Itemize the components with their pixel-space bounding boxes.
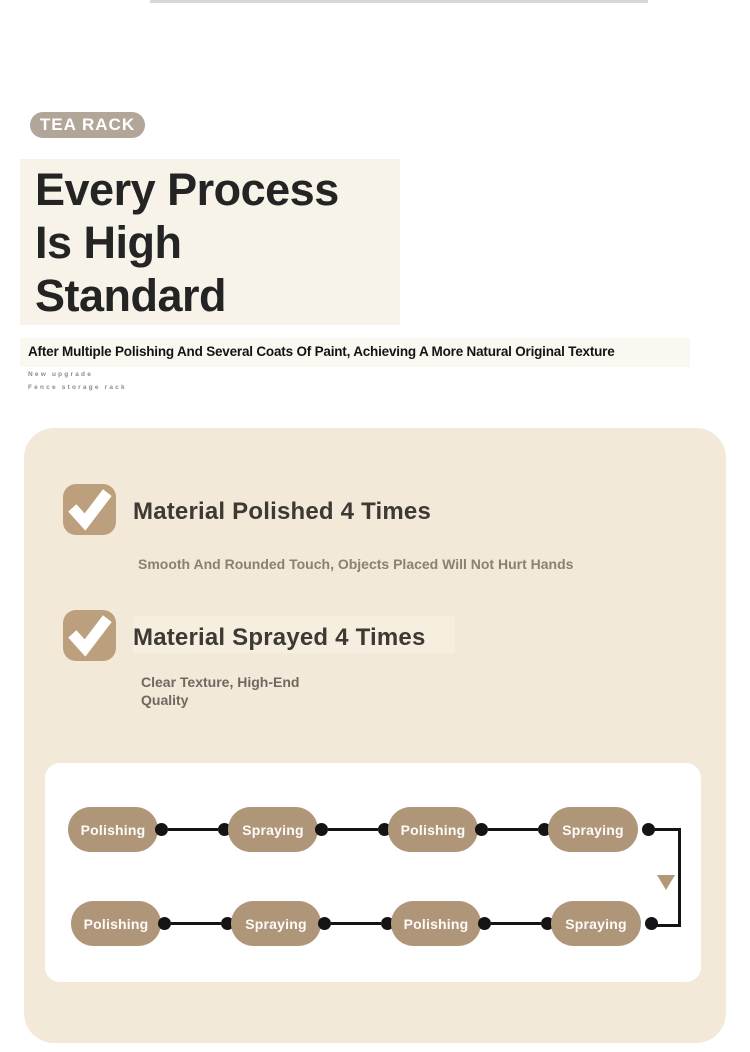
connector-line bbox=[168, 828, 218, 831]
checkmark-glyph bbox=[63, 610, 116, 661]
connector-line bbox=[328, 828, 378, 831]
process-step-pill: Polishing bbox=[388, 807, 478, 852]
connector-line bbox=[331, 922, 381, 925]
tagline bbox=[28, 368, 127, 394]
process-flow-row-1 bbox=[68, 807, 655, 852]
checkmark-glyph bbox=[63, 484, 116, 535]
step-connector bbox=[321, 917, 391, 930]
process-flow-row-2 bbox=[71, 901, 658, 946]
top-progress-line bbox=[150, 0, 648, 3]
page-subtitle: After Multiple Polishing And Several Coats Of Paint, Achieving A More Natural Original Texture bbox=[28, 344, 615, 359]
arrow-down-icon bbox=[657, 875, 675, 890]
elbow-line-vertical bbox=[678, 828, 681, 927]
process-step-pill: Spraying bbox=[231, 901, 321, 946]
connector-dot bbox=[158, 917, 171, 930]
feature-title-polished: Material Polished 4 Times bbox=[133, 498, 432, 525]
step-connector bbox=[478, 823, 548, 836]
process-step-pill: Spraying bbox=[548, 807, 638, 852]
step-connector bbox=[158, 823, 228, 836]
category-badge bbox=[30, 112, 145, 138]
connector-dot bbox=[315, 823, 328, 836]
page-title-line2: Is High bbox=[35, 217, 182, 268]
category-badge-label: TEA RACK bbox=[39, 115, 136, 134]
process-step-pill: Spraying bbox=[551, 901, 641, 946]
tagline-line2: Fence storage rack bbox=[28, 384, 127, 391]
page-title-line3: Standard bbox=[35, 270, 227, 321]
connector-dot bbox=[318, 917, 331, 930]
checkmark-icon bbox=[63, 484, 116, 535]
elbow-line-bottom bbox=[655, 924, 681, 927]
step-connector bbox=[161, 917, 231, 930]
process-flow-card bbox=[45, 763, 701, 982]
connector-dot bbox=[475, 823, 488, 836]
process-step-pill: Polishing bbox=[71, 901, 161, 946]
connector-line bbox=[491, 922, 541, 925]
process-step-pill: Polishing bbox=[68, 807, 158, 852]
checkmark-icon bbox=[63, 610, 116, 661]
process-step-pill: Spraying bbox=[228, 807, 318, 852]
process-step-pill: Polishing bbox=[391, 901, 481, 946]
feature-card bbox=[24, 428, 726, 1043]
connector-line bbox=[171, 922, 221, 925]
elbow-line-top bbox=[652, 828, 681, 831]
feature-title-sprayed: Material Sprayed 4 Times bbox=[133, 624, 426, 651]
connector-line bbox=[488, 828, 538, 831]
connector-dot bbox=[155, 823, 168, 836]
step-connector bbox=[481, 917, 551, 930]
tagline-line1: New upgrade bbox=[28, 371, 94, 378]
feature-description-polished: Smooth And Rounded Touch, Objects Placed Will Not Hurt Hands bbox=[138, 556, 574, 572]
step-connector bbox=[318, 823, 388, 836]
connector-dot bbox=[478, 917, 491, 930]
page-title bbox=[35, 163, 455, 322]
page-title-line1: Every Process bbox=[35, 164, 339, 215]
feature-description-sprayed: Clear Texture, High-End Quality bbox=[141, 674, 300, 708]
